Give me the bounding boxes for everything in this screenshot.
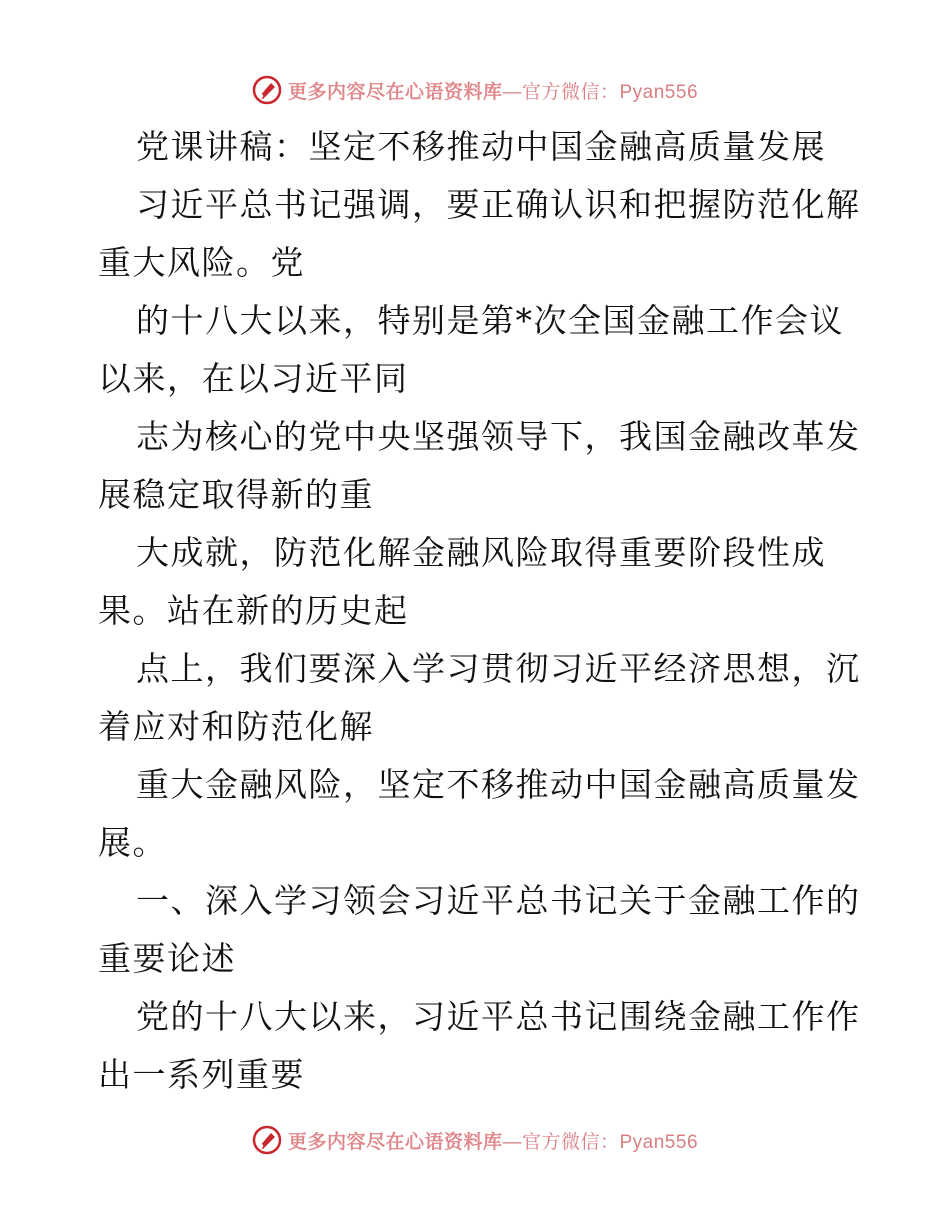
doc-line: 展稳定取得新的重	[98, 475, 374, 514]
watermark-separator: —	[502, 1131, 522, 1153]
header-watermark-banner	[0, 70, 950, 110]
watermark-contact: 官方微信：Pyan556	[522, 1131, 699, 1153]
doc-line: 着应对和防范化解	[98, 707, 374, 746]
doc-line: 出一系列重要	[98, 1055, 305, 1094]
doc-line: 重大金融风险，坚定不移推动中国金融高质量发	[136, 765, 861, 804]
pen-nib-logo-icon	[252, 75, 282, 105]
pen-nib-logo-icon	[252, 1125, 282, 1155]
doc-line: 果。站在新的历史起	[98, 591, 409, 630]
watermark-separator: —	[502, 81, 522, 103]
footer-watermark-banner	[0, 1120, 950, 1160]
doc-line: 以来，在以习近平同	[98, 359, 409, 398]
document-body	[98, 118, 861, 1104]
doc-line: 点上，我们要深入学习贯彻习近平经济思想，沉	[136, 649, 861, 688]
doc-line: 重大风险。党	[98, 243, 305, 282]
doc-line: 党的十八大以来，习近平总书记围绕金融工作作	[136, 997, 861, 1036]
doc-line: 习近平总书记强调，要正确认识和把握防范化解	[136, 185, 861, 224]
doc-line: 志为核心的党中央坚强领导下，我国金融改革发	[136, 417, 861, 456]
watermark-brand: 更多内容尽在心语资料库	[287, 81, 503, 103]
watermark-text	[288, 1127, 698, 1154]
doc-line-title: 党课讲稿：坚定不移推动中国金融高质量发展	[136, 127, 826, 166]
doc-line: 展。	[98, 823, 167, 862]
watermark-contact: 官方微信：Pyan556	[522, 81, 699, 103]
doc-line: 的十八大以来，特别是第*次全国金融工作会议	[136, 301, 844, 340]
watermark-brand: 更多内容尽在心语资料库	[287, 1131, 503, 1153]
doc-line-section-heading: 一、深入学习领会习近平总书记关于金融工作的	[136, 881, 861, 920]
doc-line: 大成就，防范化解金融风险取得重要阶段性成	[136, 533, 826, 572]
watermark-text	[288, 77, 698, 104]
doc-line: 重要论述	[98, 939, 236, 978]
